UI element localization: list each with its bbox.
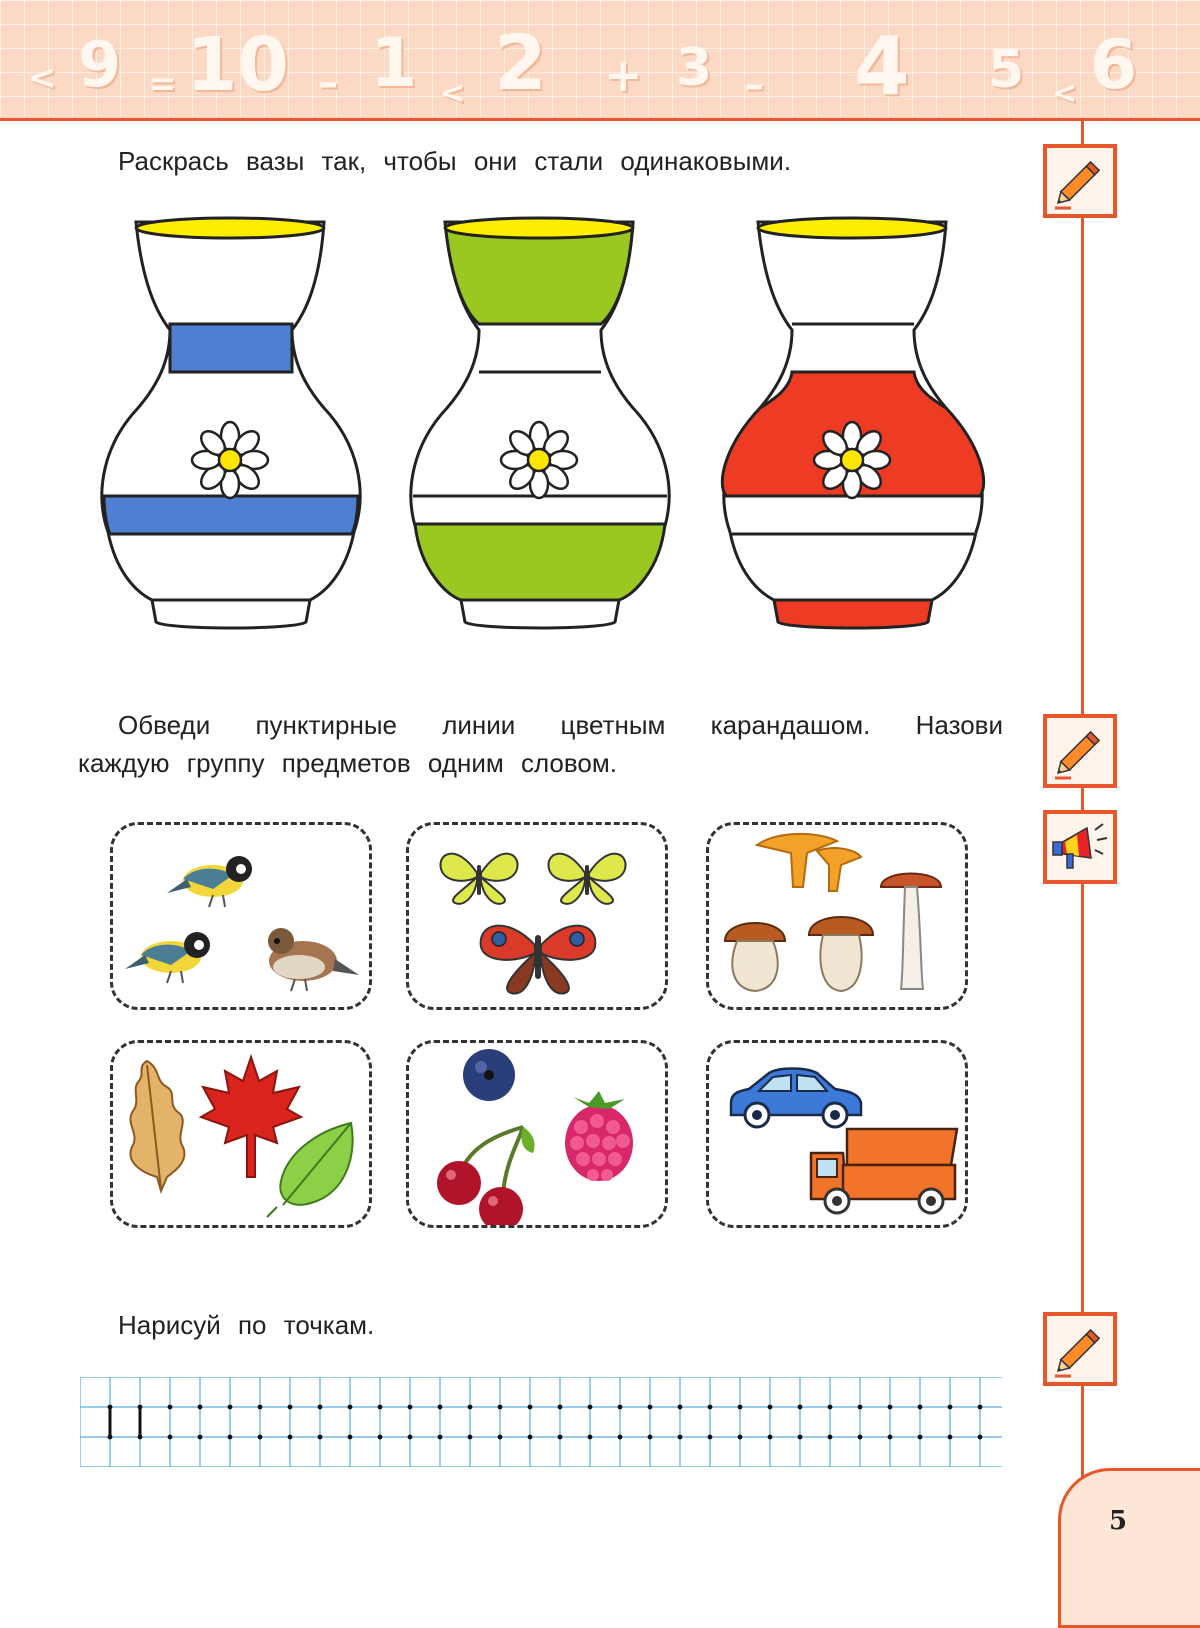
grid-dot — [948, 1435, 953, 1440]
grid-dot — [618, 1405, 623, 1410]
grid-dot — [498, 1435, 503, 1440]
grid-dot — [258, 1405, 263, 1410]
cherries-icon — [437, 1127, 535, 1225]
grid-dot — [738, 1405, 743, 1410]
grid-dot — [918, 1435, 923, 1440]
grid-dot — [828, 1405, 833, 1410]
grid-dot — [228, 1435, 233, 1440]
grid-dot — [468, 1435, 473, 1440]
header-sign: – — [744, 62, 764, 108]
header-number: 3 — [676, 38, 713, 98]
header-number: 2 — [494, 18, 547, 107]
grid-dot — [348, 1435, 353, 1440]
grid-dot — [228, 1405, 233, 1410]
peacock-butterfly-icon — [481, 926, 596, 994]
daisy-icon — [501, 422, 577, 498]
daisy-icon — [814, 422, 890, 498]
grid-dot — [168, 1405, 173, 1410]
instruction-dots: Нарисуй по точкам. — [118, 1310, 375, 1340]
grid-dot — [558, 1435, 563, 1440]
grid-dot — [678, 1405, 683, 1410]
grid-dot — [348, 1405, 353, 1410]
grid-dot — [858, 1435, 863, 1440]
daisy-icon — [192, 422, 268, 498]
tit-bird-icon — [125, 932, 210, 983]
oak-leaf-icon — [130, 1061, 184, 1191]
grid-dot — [978, 1435, 983, 1440]
instruction-vases: Раскрась вазы так, чтобы они стали одинаковыми. — [118, 146, 792, 176]
vase-blue — [96, 212, 366, 644]
sparrow-icon — [268, 928, 359, 991]
card-mushrooms[interactable] — [706, 822, 968, 1010]
grid-dot — [528, 1405, 533, 1410]
vase-green — [405, 212, 675, 644]
grid-dot — [498, 1405, 503, 1410]
header-number: 5 — [988, 40, 1025, 100]
grid-dot — [978, 1405, 983, 1410]
porcini-icon — [809, 917, 873, 991]
grid-dot — [708, 1405, 713, 1410]
grid-dot — [438, 1435, 443, 1440]
grid-dot — [798, 1435, 803, 1440]
grid-dot — [798, 1405, 803, 1410]
grid-dot — [198, 1405, 203, 1410]
grid-dot — [738, 1435, 743, 1440]
header-sign: – — [318, 60, 338, 106]
card-berries[interactable] — [406, 1040, 668, 1228]
maple-leaf-icon — [201, 1057, 301, 1177]
raspberry-icon — [565, 1091, 633, 1181]
grid-dot — [768, 1405, 773, 1410]
grid-dot — [828, 1435, 833, 1440]
pencil-icon — [1043, 144, 1117, 218]
header-number: 4 — [854, 20, 910, 113]
grid-dot — [408, 1435, 413, 1440]
grid-dot — [168, 1435, 173, 1440]
header-sign: < — [28, 58, 57, 98]
grid-dot — [408, 1405, 413, 1410]
grid-dot — [558, 1405, 563, 1410]
card-vehicles[interactable] — [706, 1040, 968, 1228]
tit-bird-icon — [167, 856, 252, 907]
boletus-icon — [881, 874, 941, 990]
megaphone-icon — [1043, 810, 1117, 884]
header-number: 1 — [370, 24, 418, 103]
grid-dot — [678, 1435, 683, 1440]
instruction-groups-line2: каждую группу предметов одним словом. — [78, 748, 617, 778]
grid-dot — [588, 1435, 593, 1440]
butterfly-icon — [440, 854, 517, 904]
grid-lines — [80, 1377, 1002, 1467]
header-sign: + — [604, 48, 643, 102]
grid-dot — [198, 1435, 203, 1440]
grid-dot — [888, 1405, 893, 1410]
dump-truck-icon — [811, 1129, 957, 1213]
grid-dot — [648, 1405, 653, 1410]
grid-dot — [858, 1405, 863, 1410]
grid-dot — [528, 1435, 533, 1440]
vase-red — [718, 212, 988, 644]
butterfly-icon — [548, 854, 625, 904]
card-butterflies[interactable] — [406, 822, 668, 1010]
car-icon — [731, 1069, 861, 1128]
card-leaves[interactable] — [110, 1040, 372, 1228]
grid-dot — [438, 1405, 443, 1410]
header-sign: < — [440, 76, 466, 111]
grid-dot — [918, 1405, 923, 1410]
grid-dot — [648, 1435, 653, 1440]
grid-dot — [318, 1405, 323, 1410]
header-number: 9 — [78, 28, 122, 101]
birch-leaf-icon — [267, 1123, 353, 1217]
dot-drawing-grid[interactable] — [80, 1377, 1002, 1467]
page-number-tab — [1058, 1468, 1200, 1628]
grid-dot — [588, 1405, 593, 1410]
grid-dot — [468, 1405, 473, 1410]
grid-dot — [258, 1435, 263, 1440]
header-sign: = — [148, 64, 177, 104]
pencil-icon — [1043, 714, 1117, 788]
header-number: 6 — [1090, 26, 1138, 105]
blueberry-icon — [463, 1049, 515, 1101]
header-sign: < — [1052, 76, 1078, 111]
pencil-icon — [1043, 1312, 1117, 1386]
header-number: 10 — [186, 22, 289, 108]
grid-dot — [948, 1405, 953, 1410]
grid-dot — [768, 1435, 773, 1440]
grid-dot — [378, 1405, 383, 1410]
grid-dot — [288, 1435, 293, 1440]
header-decoration — [0, 0, 1200, 121]
grid-dot — [708, 1435, 713, 1440]
instruction-groups — [78, 706, 1003, 782]
grid-dots — [108, 1405, 983, 1440]
grid-dot — [618, 1435, 623, 1440]
grid-dot — [888, 1435, 893, 1440]
grid-dot — [378, 1435, 383, 1440]
card-birds[interactable] — [110, 822, 372, 1010]
chanterelle-icon — [757, 834, 861, 891]
grid-dot — [318, 1435, 323, 1440]
instruction-groups-line1: Обведи пунктирные линии цветным карандашом. Назови — [118, 710, 1003, 740]
page-number: 5 — [1108, 1506, 1128, 1536]
porcini-icon — [725, 923, 785, 991]
grid-dot — [288, 1405, 293, 1410]
